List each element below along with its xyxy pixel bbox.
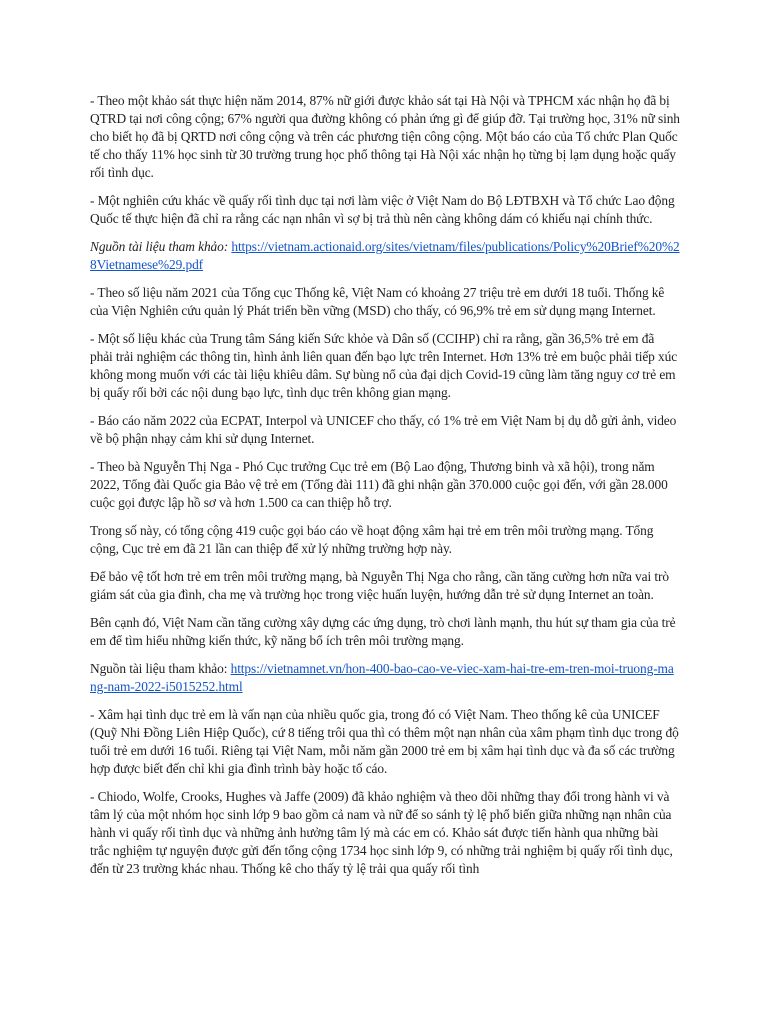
paragraph-protection-advice: Để bảo vệ tốt hơn trẻ em trên môi trường mạng, bà Nguyễn Thị Nga cho rằng, cần tăng cường hơn nữa vai trò giám sát của gia đình, cha mẹ và trường học trong việc huấn luyện, hướng dẫn trẻ sử dụng Internet an toàn. bbox=[90, 569, 669, 602]
source-reference-actionaid bbox=[90, 238, 680, 274]
source-link-vietnamnet[interactable]: https://vietnamnet.vn/hon-400-bao-cao-ve-viec-xam-hai-tre-em-tren-moi-truong-mang-nam-2022-i5015252.html bbox=[90, 661, 674, 694]
paragraph-hotline-111: - Theo bà Nguyễn Thị Nga - Phó Cục trưởng Cục trẻ em (Bộ Lao động, Thương binh và xã hội), trong năm 2022, Tổng đài Quốc gia Bảo vệ trẻ em (Tổng đài 111) đã ghi nhận gần 370.000 cuộc gọi đến, với gần 28.000 cuộc gọi được lập hồ sơ và hơn 1.500 ca can thiệp hỗ trợ. bbox=[90, 459, 668, 510]
paragraph-ecpat-report: - Báo cáo năm 2022 của ECPAT, Interpol và UNICEF cho thấy, có 1% trẻ em Việt Nam bị dụ dỗ gửi ảnh, video về bộ phận nhạy cảm khi sử dụng Internet. bbox=[90, 413, 677, 446]
paragraph-ccihp-data: - Một số liệu khác của Trung tâm Sáng kiến Sức khỏe và Dân số (CCIHP) chỉ ra rằng, gần 36,5% trẻ em đã phải trải nghiệm các thông tin, hình ảnh liên quan đến bạo lực trên Internet. Hơn 13% trẻ em buộc phải tiếp xúc không mong muốn với các tài liệu khiêu dâm. Sự bùng nổ của đại dịch Covid-19 cũng làm tăng nguy cơ trẻ em bị quấy rối bởi các nội dung bạo lực, tình dục trên không gian mạng. bbox=[90, 331, 678, 400]
paragraph-workplace-study: - Một nghiên cứu khác về quấy rối tình dục tại nơi làm việc ở Việt Nam do Bộ LĐTBXH và Tổ chức Lao động Quốc tế thực hiện đã chỉ ra rằng các nạn nhân vì sợ bị trả thù nên càng không dám có khiếu nại chính thức. bbox=[90, 193, 675, 226]
paragraph-chiodo-study: - Chiodo, Wolfe, Crooks, Hughes và Jaffe (2009) đã khảo nghiệm và theo dõi những thay đổi trong hành vi và tâm lý của một nhóm học sinh lớp 9 bao gồm cả nam và nữ để so sánh tỷ lệ phổ biến giữa những nạn nhân của hành vi quấy rối tình dục và những ảnh hưởng tâm lý mà các em có. Khảo sát được tiến hành qua những bài trắc nghiệm tự nguyện được gửi đến tổng cộng 1734 học sinh lớp 9, có những trải nghiệm bị quấy rối tình dục, đến từ 23 trường khác nhau. Thống kê cho thấy tỷ lệ trải qua quấy rối tình bbox=[90, 789, 673, 876]
paragraph-unicef-stats: - Xâm hại tình dục trẻ em là vấn nạn của nhiều quốc gia, trong đó có Việt Nam. Theo thống kê của UNICEF (Quỹ Nhi Đồng Liên Hiệp Quốc), cứ 8 tiếng trôi qua thì có thêm một nạn nhân của xâm phạm tình dục trong độ tuổi trẻ em dưới 16 tuổi. Riêng tại Việt Nam, mỗi năm gần 2000 trẻ em bị xâm hại tình dục và đa số các trường hợp được biết đến chỉ khi gia đình trình bày hoặc tố cáo. bbox=[90, 707, 679, 776]
source-link-actionaid[interactable]: https://vietnam.actionaid.org/sites/vietnam/files/publications/Policy%20Brief%20%28Vietnamese%29.pdf bbox=[90, 239, 680, 272]
paragraph-419-calls: Trong số này, có tổng cộng 419 cuộc gọi báo cáo về hoạt động xâm hại trẻ em trên môi trường mạng. Tổng cộng, Cục trẻ em đã 21 lần can thiệp để xử lý những trường hợp này. bbox=[90, 523, 654, 556]
paragraph-apps-games: Bên cạnh đó, Việt Nam cần tăng cường xây dựng các ứng dụng, trò chơi lành mạnh, thu hút sự tham gia của trẻ em để tìm hiểu những kiến thức, kỹ năng bổ ích trên môi trường mạng. bbox=[90, 615, 676, 648]
source-reference-vietnamnet bbox=[90, 660, 680, 696]
paragraph-survey-2014: - Theo một khảo sát thực hiện năm 2014, 87% nữ giới được khảo sát tại Hà Nội và TPHCM xác nhận họ đã bị QTRD tại nơi công cộng; 67% người qua đường không có phản ứng gì để giúp đỡ. Tại trường học, 31% nữ sinh cho biết họ đã bị QRTD nơi công cộng và trên các phương tiện công cộng. Một báo cáo của Tổ chức Plan Quốc tế cho thấy 11% học sinh từ 30 trường trung học phổ thông tại Hà Nội xác nhận họ từng bị lạm dụng hoặc quấy rối tình dục. bbox=[90, 93, 680, 180]
source-label: Nguồn tài liệu tham khảo: bbox=[90, 239, 229, 254]
source-label: Nguồn tài liệu tham khảo: bbox=[90, 661, 228, 676]
paragraph-statistics-2021: - Theo số liệu năm 2021 của Tổng cục Thống kê, Việt Nam có khoảng 27 triệu trẻ em dưới 18 tuổi. Thống kê của Viện Nghiên cứu quản lý Phát triển bền vững (MSD) cho thấy, có 96,9% trẻ em sử dụng mạng Internet. bbox=[90, 285, 665, 318]
